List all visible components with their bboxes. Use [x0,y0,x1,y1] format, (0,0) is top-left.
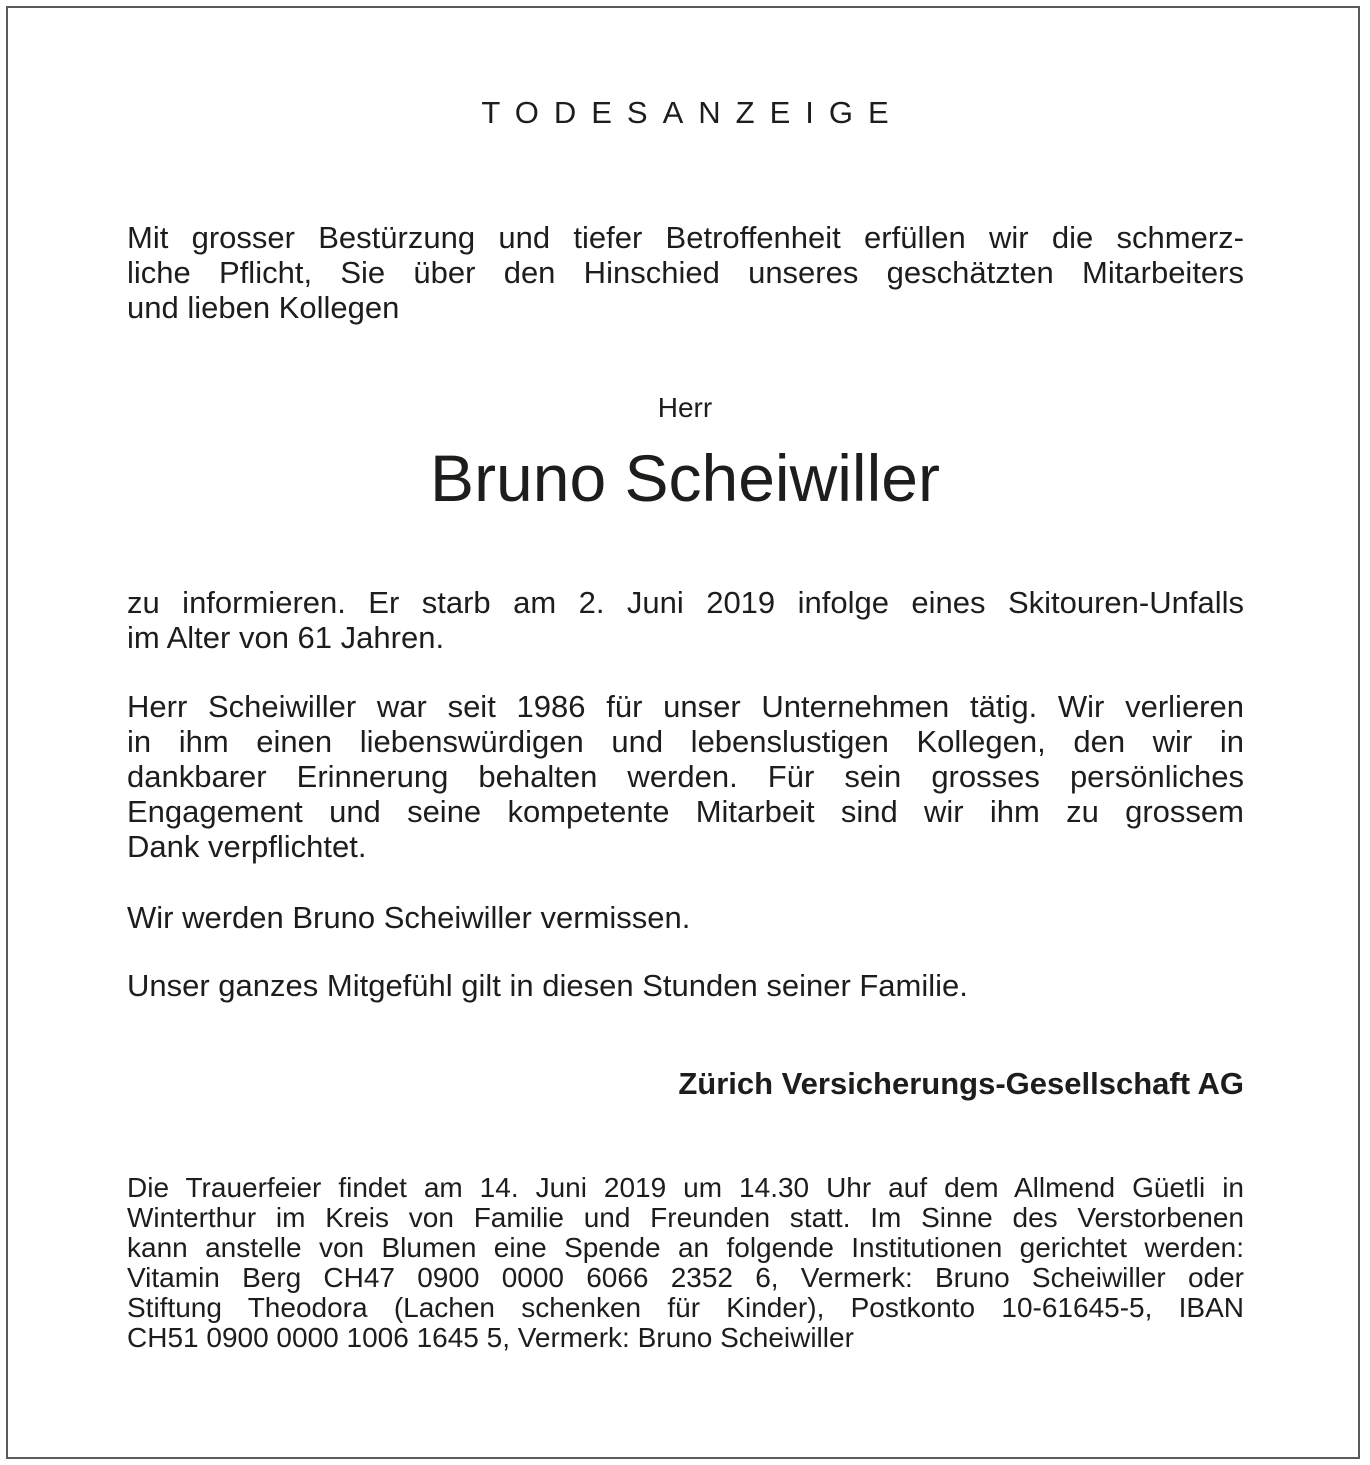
intro-line: Mit grosser Bestürzung und tiefer Betroffenheit erfüllen wir die schmerz- [127,220,1244,255]
notice-heading: TODESANZEIGE [481,95,904,130]
condolence-text: Unser ganzes Mitgefühl gilt in diesen Stunden seiner Familie. [127,968,968,1003]
ceremony-line: Vitamin Berg CH47 0900 0000 6066 2352 6, Vermerk: Bruno Scheiwiller oder [127,1262,1244,1293]
person-name: Bruno Scheiwiller [430,441,940,515]
intro-line: liche Pflicht, Sie über den Hinschied unseres geschätzten Mitarbeiters [127,255,1244,290]
condolence-statement [127,968,1244,1003]
tribute-line: in ihm einen liebenswürdigen und lebenslustigen Kollegen, den wir in [127,724,1244,759]
ceremony-line: Die Trauerfeier findet am 14. Juni 2019 um 14.30 Uhr auf dem Allmend Güetli in [127,1172,1244,1203]
death-notice-line: im Alter von 61 Jahren. [127,620,445,655]
death-notice-paragraph [127,585,1244,655]
miss-statement [127,900,1244,935]
intro-paragraph [127,220,1244,325]
ceremony-line: Winterthur im Kreis von Familie und Freunden statt. Im Sinne des Verstorbenen [127,1202,1244,1233]
tribute-line: Engagement und seine kompetente Mitarbeit sind wir ihm zu grossem [127,794,1244,829]
ceremony-line: Stiftung Theodora (Lachen schenken für Kinder), Postkonto 10-61645-5, IBAN [127,1292,1244,1323]
tribute-line: dankbarer Erinnerung behalten werden. Für sein grosses persönliches [127,759,1244,794]
intro-line: und lieben Kollegen [127,290,400,325]
death-notice-line: zu informieren. Er starb am 2. Juni 2019 infolge eines Skitouren-Unfalls [127,585,1244,620]
person-salutation: Herr [657,392,713,423]
company-signature: Zürich Versicherungs-Gesellschaft AG [678,1066,1244,1101]
tribute-paragraph [127,689,1244,864]
ceremony-line: CH51 0900 0000 1006 1645 5, Vermerk: Bruno Scheiwiller [127,1322,854,1353]
tribute-line: Dank verpflichtet. [127,829,367,864]
tribute-line: Herr Scheiwiller war seit 1986 für unser Unternehmen tätig. Wir verlieren [127,689,1244,724]
ceremony-line: kann anstelle von Blumen eine Spende an folgende Institutionen gerichtet werden: [127,1232,1244,1263]
miss-statement-text: Wir werden Bruno Scheiwiller vermissen. [127,900,691,935]
ceremony-paragraph [127,1173,1244,1353]
